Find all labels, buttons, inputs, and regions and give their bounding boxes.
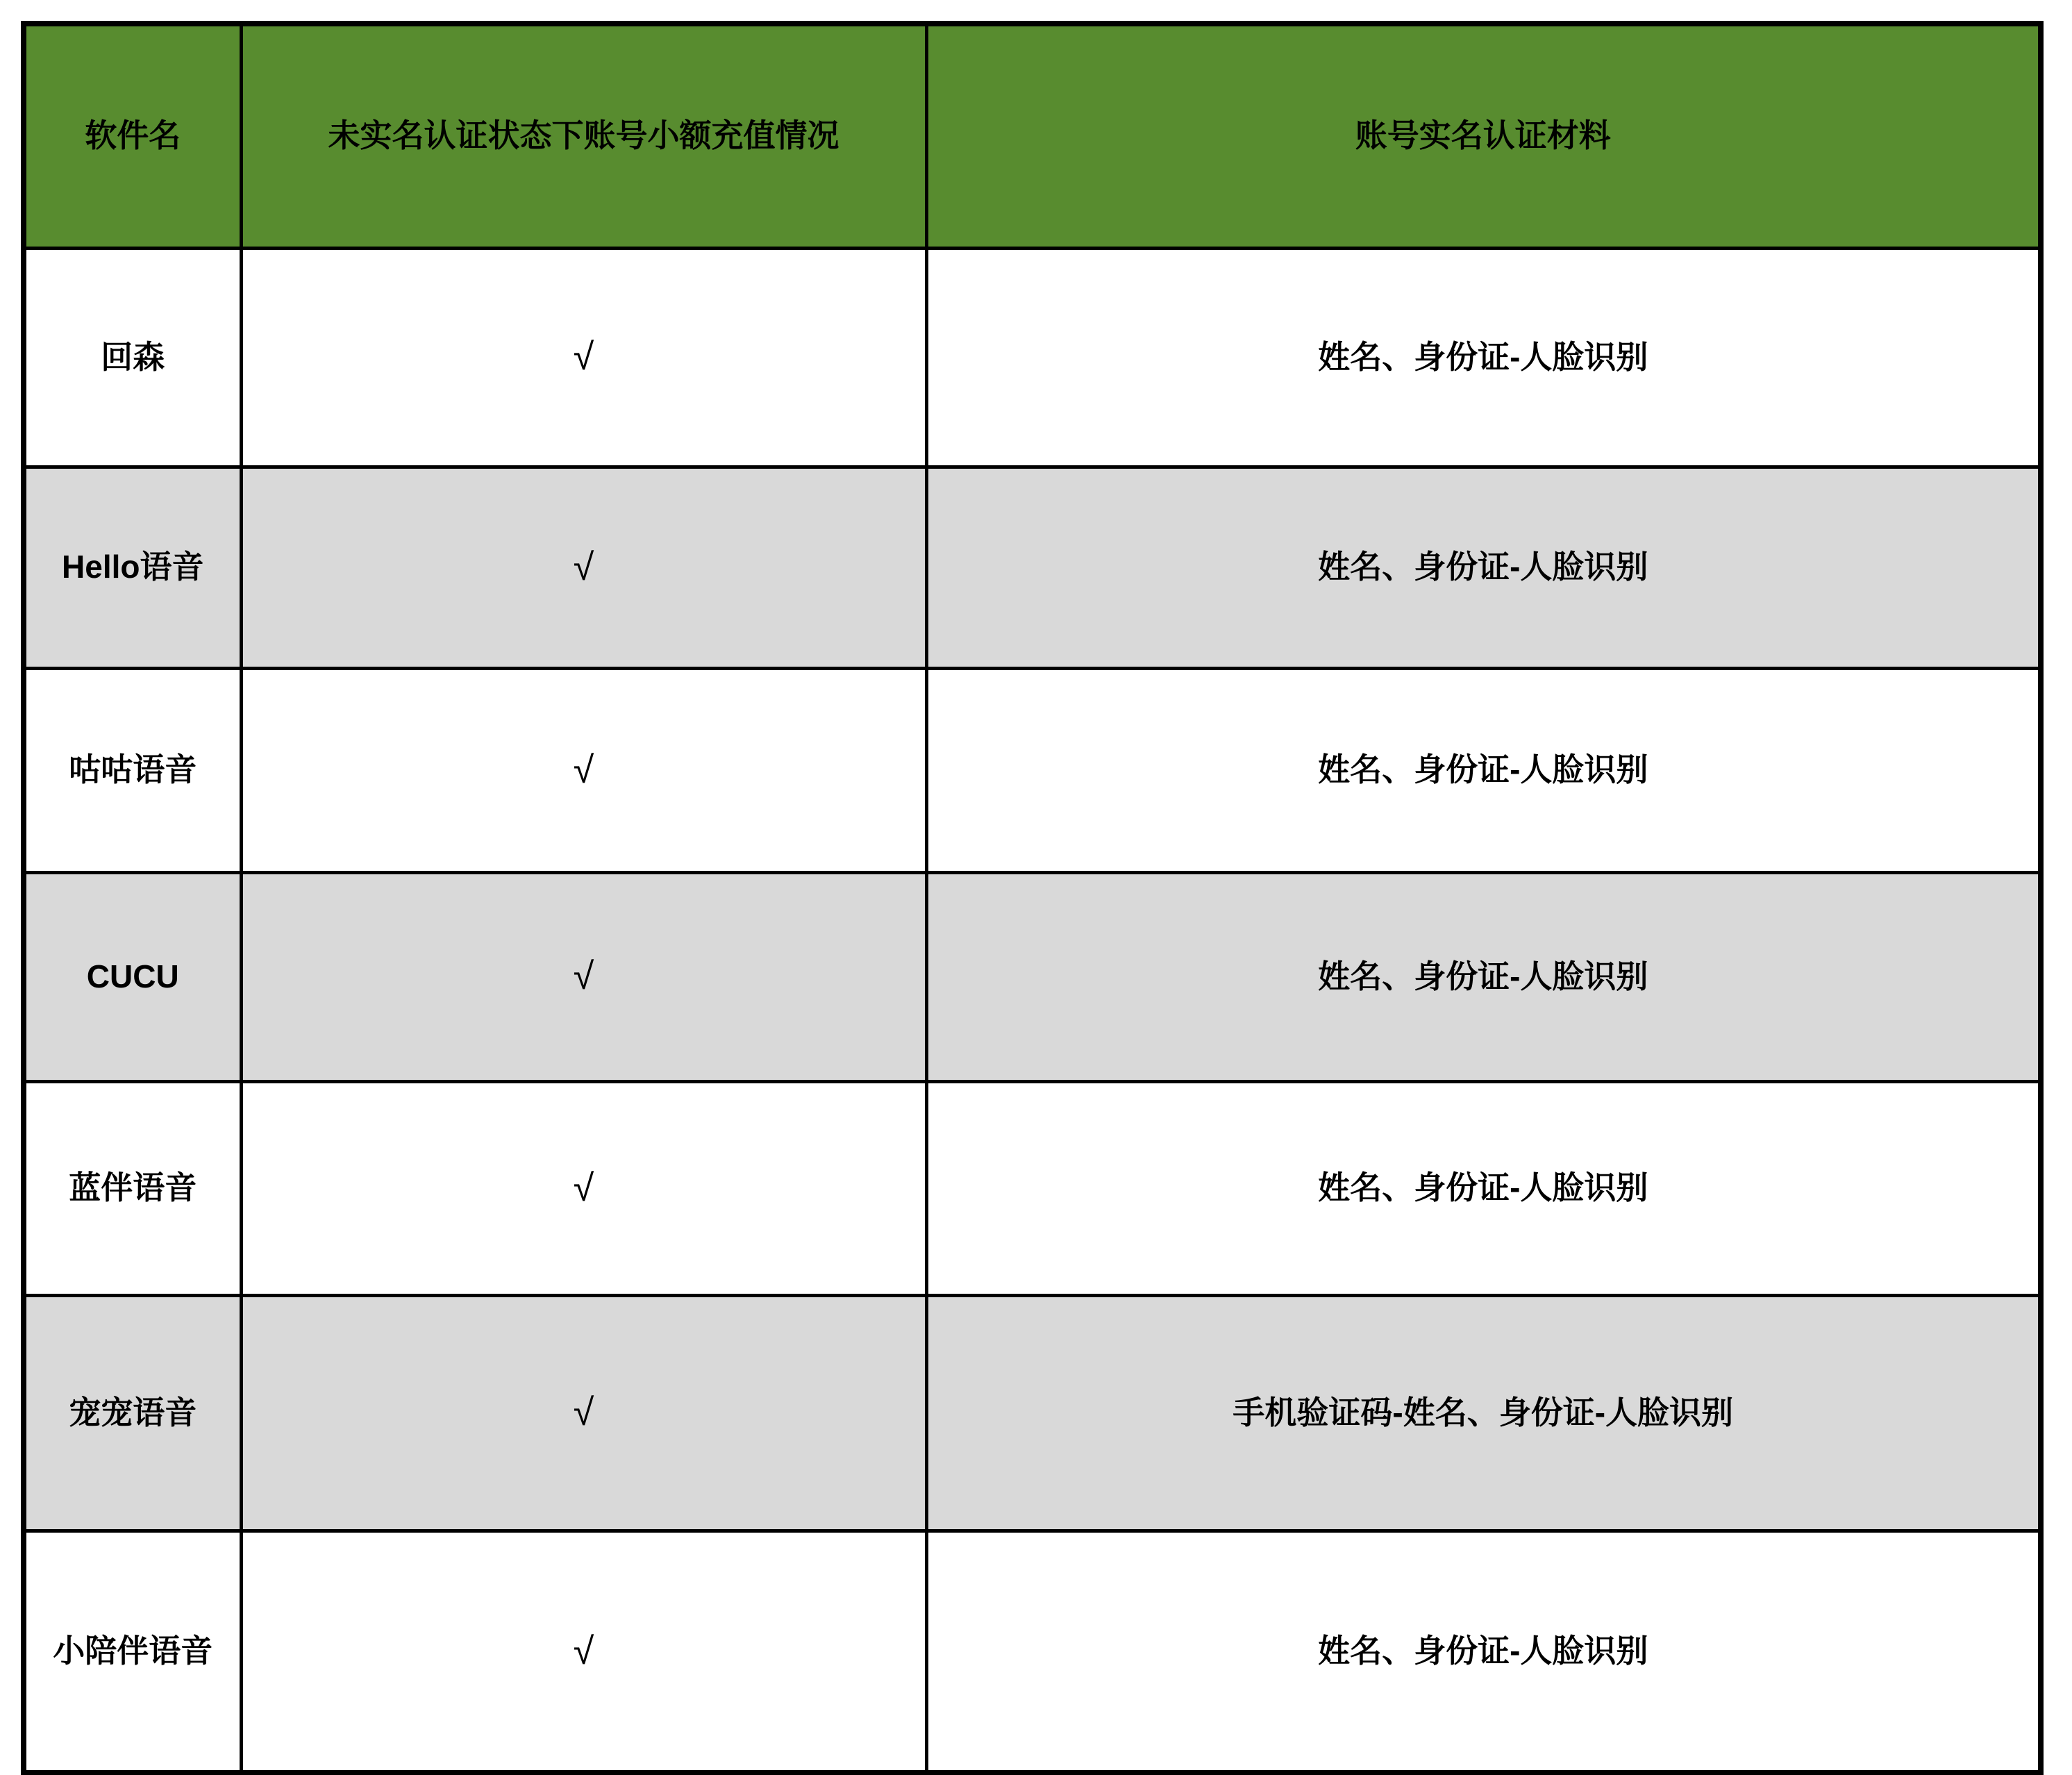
recharge-checkmark: √ <box>241 1531 926 1773</box>
column-header-recharge-status: 未实名认证状态下账号小额充值情况 <box>241 24 926 248</box>
column-header-software-name: 软件名 <box>24 24 241 248</box>
auth-materials-cell: 姓名、身份证-人脸识别 <box>926 1531 2041 1773</box>
software-name-cell: 蓝伴语音 <box>24 1081 241 1295</box>
software-name-cell: 小陪伴语音 <box>24 1531 241 1773</box>
auth-materials-cell: 姓名、身份证-人脸识别 <box>926 248 2041 467</box>
column-header-auth-materials: 账号实名认证材料 <box>926 24 2041 248</box>
table-row <box>24 1081 2041 1295</box>
table-row <box>24 668 2041 872</box>
recharge-checkmark: √ <box>241 668 926 872</box>
software-name-cell: 咕咕语音 <box>24 668 241 872</box>
table-row <box>24 467 2041 668</box>
recharge-checkmark: √ <box>241 872 926 1081</box>
software-name-cell: 回森 <box>24 248 241 467</box>
recharge-checkmark: √ <box>241 467 926 668</box>
header-row <box>24 24 2041 248</box>
recharge-checkmark: √ <box>241 1295 926 1531</box>
auth-materials-cell: 姓名、身份证-人脸识别 <box>926 872 2041 1081</box>
auth-materials-cell: 姓名、身份证-人脸识别 <box>926 467 2041 668</box>
table-row <box>24 1531 2041 1773</box>
auth-materials-cell: 姓名、身份证-人脸识别 <box>926 1081 2041 1295</box>
software-name-cell: Hello语音 <box>24 467 241 668</box>
recharge-checkmark: √ <box>241 248 926 467</box>
software-name-cell: CUCU <box>24 872 241 1081</box>
table-row <box>24 872 2041 1081</box>
recharge-checkmark: √ <box>241 1081 926 1295</box>
table-row <box>24 248 2041 467</box>
software-name-cell: 宠宠语音 <box>24 1295 241 1531</box>
table-row <box>24 1295 2041 1531</box>
real-name-verification-table <box>21 21 2044 1775</box>
auth-materials-cell: 姓名、身份证-人脸识别 <box>926 668 2041 872</box>
auth-materials-cell: 手机验证码-姓名、身份证-人脸识别 <box>926 1295 2041 1531</box>
